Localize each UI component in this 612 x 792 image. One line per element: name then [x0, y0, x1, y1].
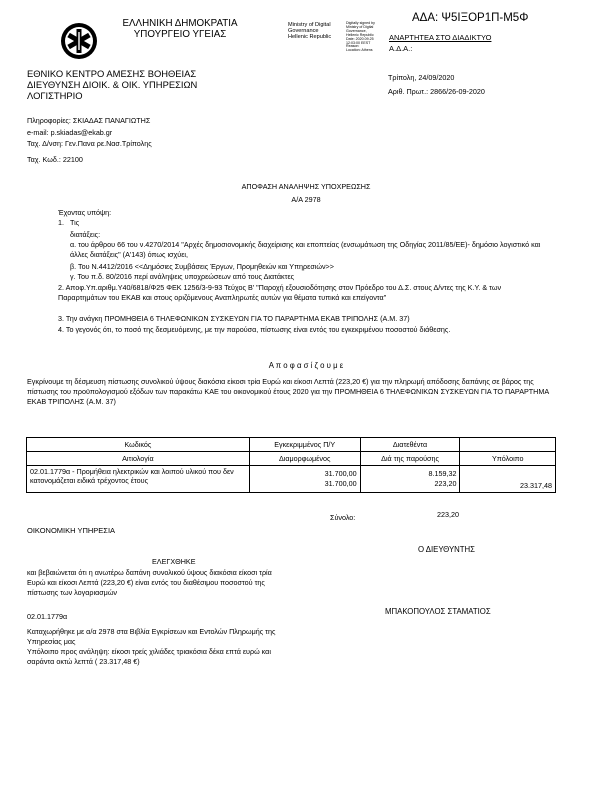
cell-shaped: 31.700,00 — [324, 479, 357, 488]
cell-allocated: 8.159,32 — [428, 469, 457, 478]
stamp-right-line: Location: Athens — [346, 48, 373, 53]
publish-notice — [389, 32, 491, 54]
header-allocated: Διατεθέντα — [360, 438, 460, 452]
org-line: ΛΟΓΙΣΤΗΡΙΟ — [27, 90, 83, 101]
stamp-right-line: Reason: — [346, 44, 360, 49]
cell-code-desc: 02.01.1779α - Προμήθεια ηλεκτρικών και λοιπού υλικού που δεν κατονομάζεται ειδικά τρέχοντος έτους — [27, 466, 250, 493]
item1b: β. Του Ν.4412/2016 <<Δημόσιες Συμβάσεις Έργων, Προμηθειών και Υπηρεσιών>> — [70, 262, 334, 271]
checked-heading: ΕΛΕΓΧΘΗΚΕ — [152, 557, 196, 566]
header-reason: Αιτιολογία — [27, 452, 250, 466]
certify-text: και βεβαιώνεται ότι η ανωτέρω δαπάνη συνολικού ύψους διακόσια είκοσι τρία Ευρώ και είκοσι Λεπτά (223,20 €) είναι εντός του διαθέσιμου ποσοστού της πίστωσης των λογαριασμών — [27, 568, 272, 597]
date-protocol-block — [388, 71, 485, 99]
decision-number: Α/Α 2978 — [291, 195, 321, 204]
stamp-right-line: Hellenic Republic — [346, 32, 374, 37]
stamp-left-line: Governance — [288, 28, 319, 35]
country-title — [112, 18, 248, 40]
director-name: ΜΠΑΚΟΠΟΥΛΟΣ ΣΤΑΜΑΤΙΟΣ — [385, 607, 491, 616]
footer-code: 02.01.1779α — [27, 612, 68, 621]
organization-block — [27, 68, 197, 101]
stamp-right-line: Digitally signed by — [346, 21, 375, 25]
header-shaped: Διαμορφωμένος — [249, 452, 360, 466]
header-approved: Εγκεκριμμένος Π/Υ — [249, 438, 360, 452]
item1a: α. του άρθρου 66 του ν.4270/2014 "Αρχές δημοσιονομικής διαχείρισης και εποπτείας (ενσωμάτωση της Οδηγίας 2011/85/ΕΕ)- δημόσιο λογιστικό και άλλες διατάξεις" (Α'143) όπως ισχύει, — [70, 240, 541, 259]
item1-num: 1. — [58, 218, 64, 227]
city-date: Τρίπολη, 24/09/2020 — [388, 73, 455, 82]
cell-remaining: 23.317,48 — [460, 466, 556, 493]
ekab-logo — [60, 22, 98, 60]
cell-current: 223,20 — [434, 479, 457, 488]
country-line1: ΕΛΛΗΝΙΚΗ ΔΗΜΟΚΡΑΤΙΑ — [122, 18, 238, 29]
director-title: Ο ΔΙΕΥΘΥΝΤΗΣ — [418, 545, 475, 554]
info-address: Ταχ. Δ/νση: Γεν.Πανα ρε.Νασ.Τρίπολης — [27, 139, 152, 148]
org-line: ΔΙΕΥΘΥΝΣΗ ΔΙΟΙΚ. & ΟΙΚ. ΥΠΗΡΕΣΙΩΝ — [27, 79, 198, 90]
having-regard: Έχοντας υπόψη: — [58, 208, 112, 217]
ministry-line: ΥΠΟΥΡΓΕΙΟ ΥΓΕΙΑΣ — [133, 29, 227, 40]
header-code: Κωδικός — [27, 438, 250, 452]
budget-table — [26, 437, 556, 493]
stamp-left-line: Hellenic Republic — [288, 34, 332, 41]
protocol-number: Αριθ. Πρωτ.: 2866/26-09-2020 — [388, 87, 485, 96]
approval-text: Εγκρίνουμε τη δέσμευση πίστωσης συνολικού ύψους διακόσια είκοσι τρία Ευρώ και είκοσι Λεπτά (223,20 €) για την πληρωμή απόδοσης δαπάνης σε βάρος της πίστωσης του προϋπολογισμού εξόδων των παρακάτω ΚΑΕ του οικονομικού έτους 2020 για την ΠΡΟΜΗΘΕΙΑ 6 ΤΗΛΕΦΩΝΙΚΩΝ ΣΥΣΚΕΥΩΝ ΓΙΑ ΤΟ ΠΑΡΑΡΤΗΜΑ ΕΚΑΒ ΤΡΙΠΟΛΗΣ (Α.Μ. 37) — [27, 377, 549, 407]
table-header-row — [27, 438, 556, 452]
cell-approved: 31.700,00 — [324, 469, 357, 478]
decision-title-block — [150, 180, 462, 206]
cell-approved-shaped — [249, 466, 360, 493]
item3: 3. Την ανάγκη ΠΡΟΜΗΘΕΙΑ 6 ΤΗΛΕΦΩΝΙΚΩΝ ΣΥΣΚΕΥΩΝ ΓΙΑ ΤΟ ΠΑΡΑΡΤΗΜΑ ΕΚΑΒ ΤΡΙΠΟΛΗΣ (Α.Μ. 37) — [58, 314, 410, 323]
info-email: e-mail: p.skiadas@ekab.gr — [27, 127, 113, 137]
item2: 2. Απoφ.Υπ.αριθμ.Υ40/6818/Φ25 ΦΕΚ 1256/3-9-93 Τεύχος Β' "Παροχή εξουσιοδότησης στον Πρόεδρο του Δ.Σ. στους Δ/ντες της Κ.Υ. & των Παραρτημάτων του ΕΚΑΒ και στους οριζόμενους Αναπληρωτές αυτών για θέματα τυπικά και επείγοντα" — [58, 283, 502, 302]
item4: 4. Το γεγονός ότι, το ποσό της δεσμευόμενης, με την παρούσα, πίστωσης είναι εντός του εγκεκριμένου ποσοστού διάθεσης. — [58, 325, 451, 334]
stamp-right-line: Date: 2020.09.25 — [346, 36, 374, 41]
org-line: ΕΘΝΙΚΟ ΚΕΝΤΡΟ ΑΜΕΣΗΣ ΒΟΗΘΕΙΑΣ — [27, 68, 197, 79]
header-empty — [460, 438, 556, 452]
ada-number: ΑΔΑ: Ψ5ΙΞΟΡ1Π-Μ5Φ — [412, 12, 529, 24]
table-header-row — [27, 452, 556, 466]
total-label: Σύνολο: — [330, 513, 356, 522]
signature-stamp-right — [346, 22, 375, 53]
item1c: γ. Του π.δ. 80/2016 περί ανάληψεις υποχρεώσεων από τους Διατάκτες — [70, 272, 295, 281]
item1-sub: διατάξεις: — [70, 230, 101, 239]
info-name: Πληροφορίες: ΣΚΙΑΔΑΣ ΠΑΝΑΓΙΩΤΗΣ — [27, 116, 151, 125]
total-value: 223,20 — [437, 510, 459, 519]
remaining-text: Υπόλοιπο προς ανάληψη: είκοσι τρείς χιλιάδες τριακόσια δέκα επτά ευρώ και σαράντα οκτώ λεπτά ( 23.317,48 €) — [27, 647, 271, 666]
star-of-life-icon — [60, 22, 98, 60]
ada-label: Α.Δ.Α.: — [389, 44, 413, 53]
financial-service: ΟΙΚΟΝΟΜΙΚΗ ΥΠΗΡΕΣΙΑ — [27, 526, 116, 535]
we-decide-heading: Α π ο φ α σ ί ζ ο υ μ ε — [268, 361, 344, 370]
stamp-right-line: Ministry of Digital — [346, 24, 374, 29]
contact-info — [27, 115, 152, 165]
cell-allocated-current — [360, 466, 460, 493]
item1-head: Τις — [70, 218, 80, 227]
stamp-left-line: Ministry of Digital — [288, 22, 331, 28]
table-row — [27, 466, 556, 493]
info-postcode: Ταχ. Κωδ.: 22100 — [27, 154, 83, 164]
publish-line: ΑΝΑΡΤΗΤΕΑ ΣΤΟ ΔΙΑΔΙΚΤΥΟ — [389, 33, 492, 42]
stamp-right-line: 12:03:00 EEST — [346, 40, 371, 45]
stamp-right-line: Governance, — [346, 28, 367, 33]
signature-stamp-left — [288, 22, 331, 41]
header-remaining: Υπόλοιπο — [460, 452, 556, 466]
decision-title: ΑΠΟΦΑΣΗ ΑΝΑΛΗΨΗΣ ΥΠΟΧΡΕΩΣΗΣ — [241, 182, 371, 191]
header-current: Διά της παρούσης — [360, 452, 460, 466]
registered-text: Καταχωρήθηκε με α/α 2978 στα Βιβλία Εγκρίσεων και Εντολών Πληρωμής της Υπηρεσίας μας — [27, 627, 276, 646]
